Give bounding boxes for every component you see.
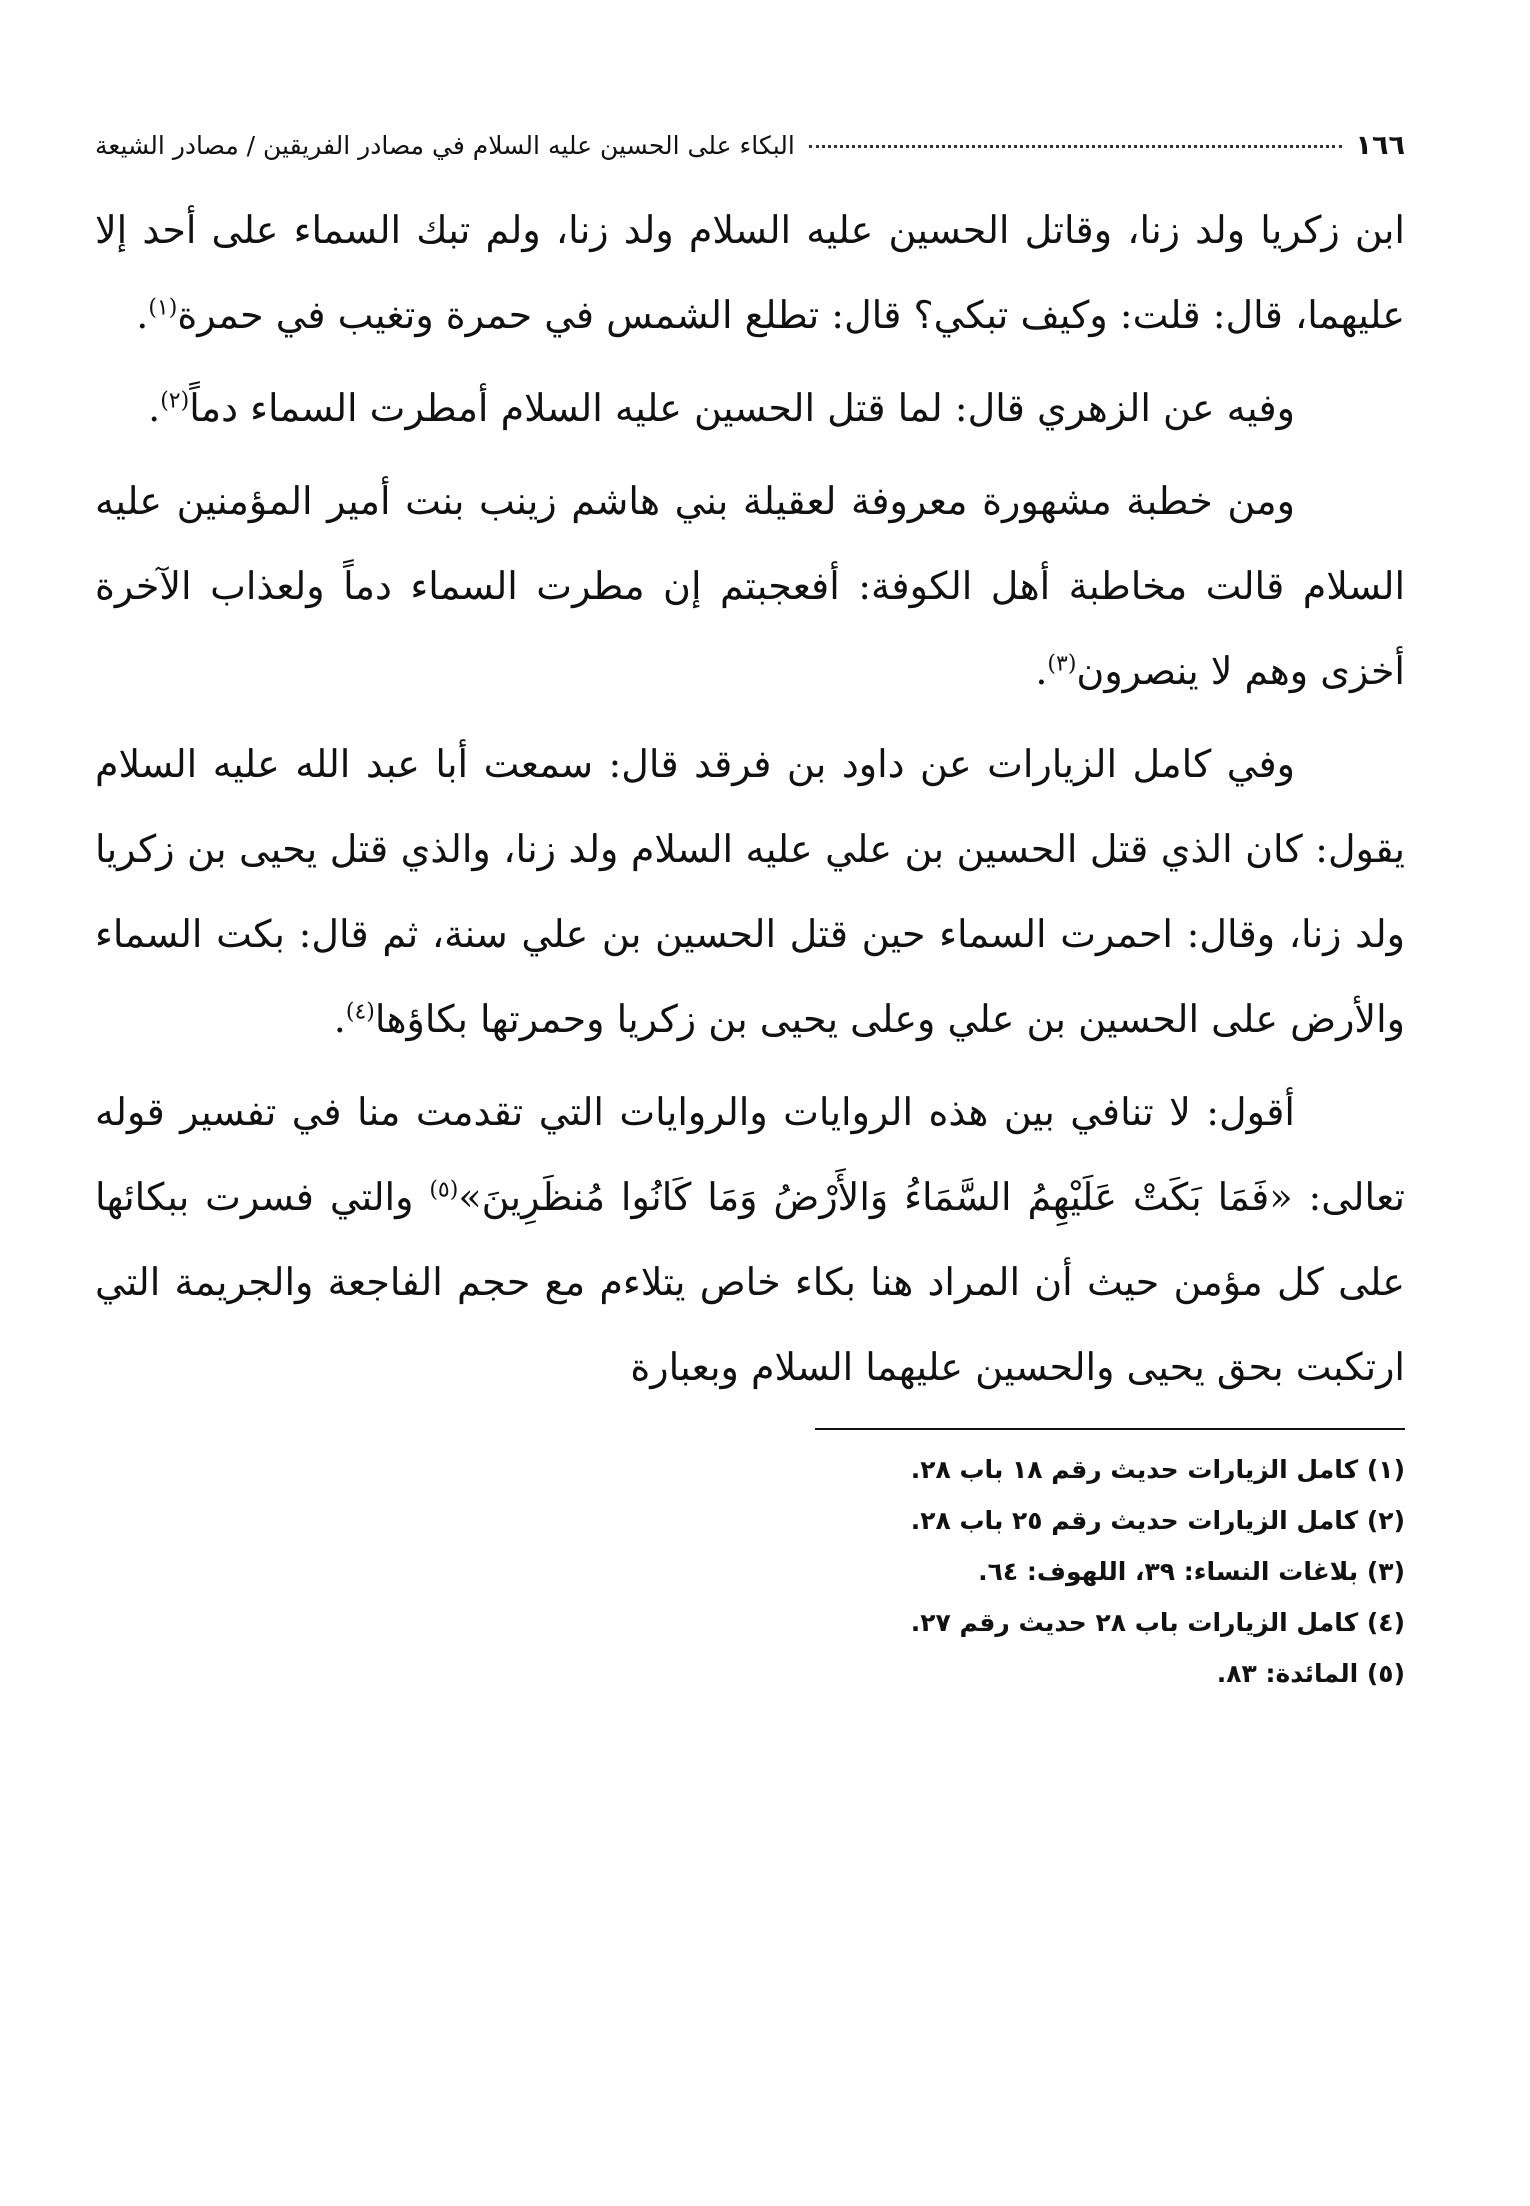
paragraph-5 [95,1070,1405,1410]
quran-close-quote: » [458,1175,482,1219]
paragraph-3-text: ومن خطبة مشهورة معروفة لعقيلة بني هاشم زينب بنت أمير المؤمنين عليه السلام قالت مخاطبة أهل الكوفة: أفعجبتم إن مطرت السماء دماً ولعذاب الآخرة أخزى وهم لا ينصرون [95,479,1405,693]
footnote-ref-1[interactable]: (١) [148,295,178,321]
paragraph-1-text: ابن زكريا ولد زنا، وقاتل الحسين عليه السلام ولد زنا، ولم تبك السماء على أحد إلا عليهما، قال: قلت: وكيف تبكي؟ قال: تطلع الشمس في حمرة وتغيب في حمرة [95,208,1405,337]
main-text [95,188,1405,1410]
footnote-ref-4[interactable]: (٤) [345,999,375,1025]
book-page [95,128,1405,2128]
paragraph-4-text: وفي كامل الزيارات عن داود بن فرقد قال: سمعت أبا عبد الله عليه السلام يقول: كان الذي قتل الحسين بن علي عليه السلام ولد زنا، والذي قتل يحيى بن زكريا ولد زنا، وقال: احمرت السماء حين قتل الحسين بن علي سنة، ثم قال: بكت السماء والأرض على الحسين بن علي وعلى يحيى بن زكريا وحمرتها بكاؤها [95,742,1405,1041]
paragraph-4-end: . [333,997,346,1041]
footnotes [95,1444,1405,1699]
footnote-ref-5[interactable]: (٥) [429,1177,459,1203]
paragraph-1-end: . [136,293,149,337]
page-number: ١٦٦ [1355,130,1405,161]
paragraph-2-end: . [148,386,161,430]
footnote-4: (٤) كامل الزيارات باب ٢٨ حديث رقم ٢٧. [910,1608,1405,1637]
paragraph-2 [95,366,1405,451]
paragraph-5-after: والتي فسرت ببكائها على كل مؤمن حيث أن المراد هنا بكاء خاص يتلاءم مع حجم الفاجعة والجريمة التي ارتكبت بحق يحيى والحسين عليهما السلام وبعبارة [95,1175,1405,1389]
footnote-separator [815,1428,1405,1430]
paragraph-5-before: أقول: لا تنافي بين هذه الروايات والروايات التي تقدمت منا في تفسير قوله تعالى: « [95,1090,1405,1219]
footnote-ref-2[interactable]: (٢) [160,388,190,414]
footnote-5: (٥) المائدة: ٨٣. [1216,1659,1405,1688]
running-title: البكاء على الحسين عليه السلام في مصادر الفريقين / مصادر الشيعة [95,131,795,160]
footnote-2: (٢) كامل الزيارات حديث رقم ٢٥ باب ٢٨. [910,1506,1405,1535]
quran-verse: فَمَا بَكَتْ عَلَيْهِمُ السَّمَاءُ وَالأَرْضُ وَمَا كَانُوا مُنظَرِينَ [481,1175,1270,1219]
footnote-ref-3[interactable]: (٣) [1047,651,1077,677]
paragraph-3-end: . [1035,649,1048,693]
paragraph-4 [95,722,1405,1062]
paragraph-3 [95,459,1405,714]
header-leader-dots [809,145,1342,148]
paragraph-2-text: وفيه عن الزهري قال: لما قتل الحسين عليه السلام أمطرت السماء دماً [189,386,1295,430]
paragraph-1 [95,188,1405,358]
footnote-3: (٣) بلاغات النساء: ٣٩، اللهوف: ٦٤. [978,1557,1405,1586]
running-header [95,128,1405,164]
footnote-1: (١) كامل الزيارات حديث رقم ١٨ باب ٢٨. [910,1455,1405,1484]
